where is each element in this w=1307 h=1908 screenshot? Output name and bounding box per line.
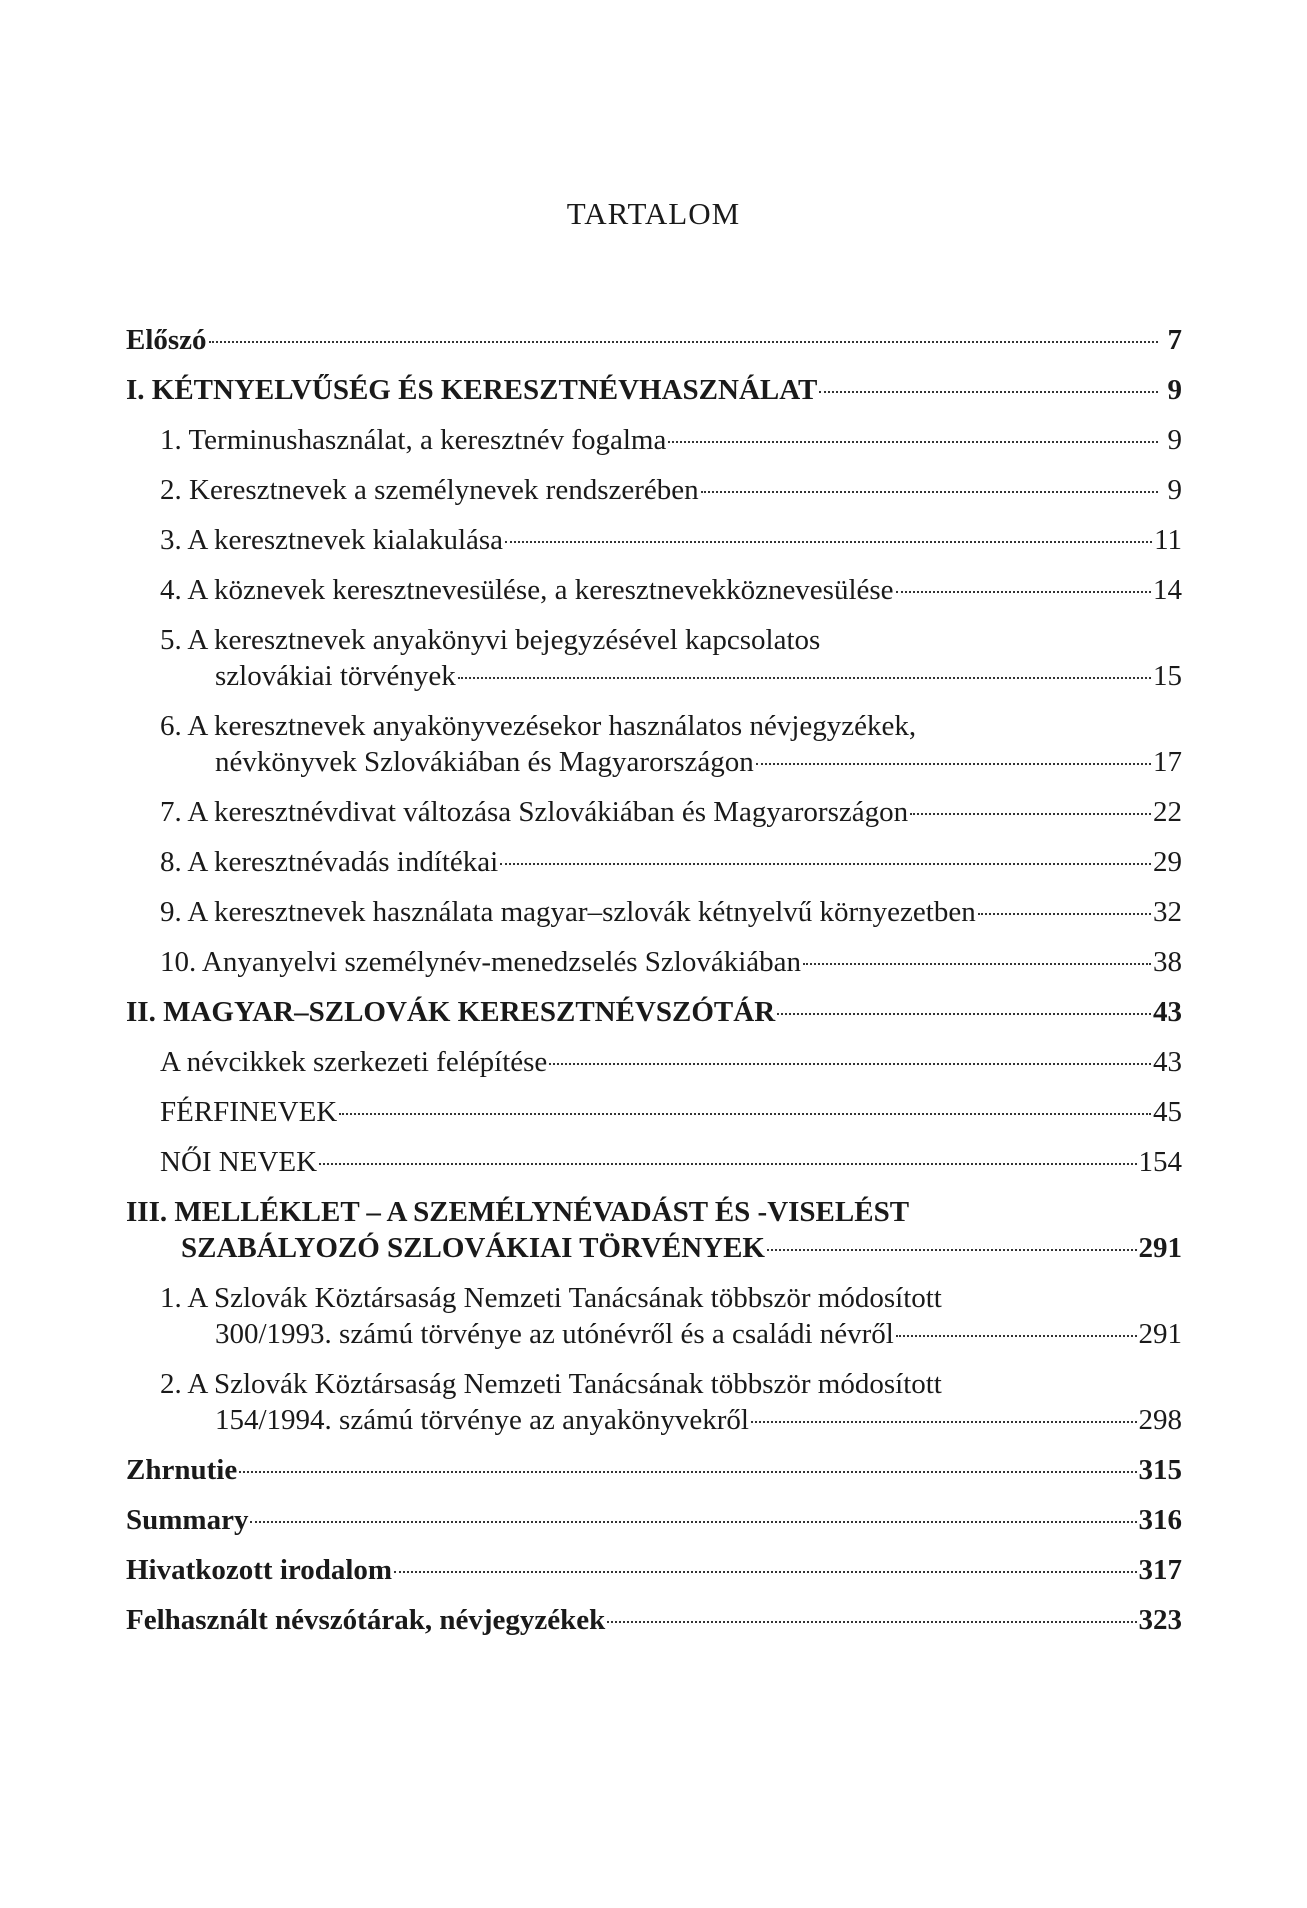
toc-label: 8. A keresztnévadás indítékai <box>160 846 499 878</box>
toc-page-number: 291 <box>1138 1318 1182 1350</box>
toc-page-number: 15 <box>1153 660 1182 692</box>
dot-leader <box>394 1571 1136 1573</box>
toc-entry-2-1[interactable] <box>126 1044 1182 1080</box>
dot-leader <box>607 1621 1136 1623</box>
toc-label: szlovákiai törvények <box>215 660 456 692</box>
toc-page-number: 32 <box>1153 896 1182 928</box>
toc-page-number: 11 <box>1154 524 1182 556</box>
toc-page-number: 315 <box>1138 1454 1182 1486</box>
toc-entry-section-1[interactable] <box>126 372 1182 408</box>
toc-label: 10. Anyanyelvi személynév-menedzselés Szlovákiában <box>160 946 802 978</box>
toc-page-number: 14 <box>1153 574 1182 606</box>
dot-leader <box>896 1335 1137 1337</box>
dot-leader <box>339 1113 1151 1115</box>
dot-leader <box>896 591 1151 593</box>
toc-entry-eloszo[interactable] <box>126 322 1182 358</box>
toc-page-number: 9 <box>1167 474 1182 506</box>
dot-leader <box>767 1249 1137 1251</box>
toc-label: 2. Keresztnevek a személynevek rendszerében <box>160 474 699 506</box>
toc-entry-2-3[interactable] <box>126 1144 1182 1180</box>
toc-entry-1-2[interactable] <box>126 472 1182 508</box>
toc-label-line1: 6. A keresztnevek anyakönyvezésekor használatos névjegyzékek, <box>160 710 917 742</box>
dot-leader <box>239 1471 1136 1473</box>
toc-entry-1-3[interactable] <box>126 522 1182 558</box>
toc-entry-1-8[interactable] <box>126 844 1182 880</box>
toc-page-number: 298 <box>1138 1404 1182 1436</box>
toc-entry-1-7[interactable] <box>126 794 1182 830</box>
toc-label: 1. Terminushasználat, a keresztnév fogalma <box>160 424 667 456</box>
toc-entry-summary[interactable] <box>126 1502 1182 1538</box>
dot-leader <box>777 1013 1151 1015</box>
dot-leader <box>751 1421 1137 1423</box>
toc-label: Felhasznált névszótárak, névjegyzékek <box>126 1604 606 1636</box>
toc-label: I. KÉTNYELVŰSÉG ÉS KERESZTNÉVHASZNÁLAT <box>126 374 818 406</box>
dot-leader <box>250 1521 1136 1523</box>
toc-page-number: 317 <box>1138 1554 1182 1586</box>
dot-leader <box>458 677 1151 679</box>
dot-leader <box>756 763 1151 765</box>
toc-label: NŐI NEVEK <box>160 1146 318 1178</box>
toc-page-number: 43 <box>1153 996 1182 1028</box>
toc-page-number: 323 <box>1138 1604 1182 1636</box>
dot-leader <box>209 341 1158 343</box>
toc-label: Hivatkozott irodalom <box>126 1554 393 1586</box>
toc-label: SZABÁLYOZÓ SZLOVÁKIAI TÖRVÉNYEK <box>181 1232 765 1264</box>
toc-label: 3. A keresztnevek kialakulása <box>160 524 504 556</box>
toc-page-number: 7 <box>1167 324 1182 356</box>
dot-leader <box>910 813 1151 815</box>
toc-label-line1: III. MELLÉKLET – A SZEMÉLYNÉVADÁST ÉS -VISELÉST <box>126 1196 910 1228</box>
toc-entry-1-10[interactable] <box>126 944 1182 980</box>
toc-entry-3-2[interactable] <box>126 1366 1182 1438</box>
dot-leader <box>701 491 1158 493</box>
dot-leader <box>819 391 1158 393</box>
toc-label: FÉRFINEVEK <box>160 1096 338 1128</box>
toc-entry-3-1[interactable] <box>126 1280 1182 1352</box>
toc-entry-1-9[interactable] <box>126 894 1182 930</box>
toc-page-number: 291 <box>1138 1232 1182 1264</box>
page-title: TARTALOM <box>566 196 741 231</box>
toc-entry-1-5[interactable] <box>126 622 1182 694</box>
toc-entry-2-2[interactable] <box>126 1094 1182 1130</box>
toc-label-line1: 2. A Szlovák Köztársaság Nemzeti Tanácsának többször módosított <box>160 1368 942 1400</box>
toc-page-number: 9 <box>1167 374 1182 406</box>
dot-leader <box>505 541 1152 543</box>
toc-page-number: 38 <box>1153 946 1182 978</box>
toc-page-number: 29 <box>1153 846 1182 878</box>
toc-page-number: 45 <box>1153 1096 1182 1128</box>
toc-entry-irodalom[interactable] <box>126 1552 1182 1588</box>
toc-page-number: 43 <box>1153 1046 1182 1078</box>
dot-leader <box>500 863 1151 865</box>
dot-leader <box>668 441 1158 443</box>
toc-entry-section-2[interactable] <box>126 994 1182 1030</box>
toc-entry-zhrnutie[interactable] <box>126 1452 1182 1488</box>
table-of-contents <box>126 322 1182 1652</box>
toc-page-number: 9 <box>1167 424 1182 456</box>
toc-page-number: 17 <box>1153 746 1182 778</box>
dot-leader <box>319 1163 1136 1165</box>
toc-entry-1-1[interactable] <box>126 422 1182 458</box>
toc-label: 4. A köznevek keresztnevesülése, a keresztnevekköznevesülése <box>160 574 894 606</box>
toc-entry-1-6[interactable] <box>126 708 1182 780</box>
toc-entry-nevszotarak[interactable] <box>126 1602 1182 1638</box>
dot-leader <box>803 963 1151 965</box>
toc-label: A névcikkek szerkezeti felépítése <box>160 1046 548 1078</box>
toc-label-line1: 5. A keresztnevek anyakönyvi bejegyzésével kapcsolatos <box>160 624 821 656</box>
toc-label: 9. A keresztnevek használata magyar–szlovák kétnyelvű környezetben <box>160 896 976 928</box>
toc-entry-1-4[interactable] <box>126 572 1182 608</box>
toc-page-number: 316 <box>1138 1504 1182 1536</box>
toc-label: névkönyvek Szlovákiában és Magyarországon <box>215 746 754 778</box>
toc-page-number: 154 <box>1138 1146 1182 1178</box>
toc-label: 7. A keresztnévdivat változása Szlovákiában és Magyarországon <box>160 796 909 828</box>
toc-label: 154/1994. számú törvénye az anyakönyvekről <box>215 1404 749 1436</box>
toc-label: 300/1993. számú törvénye az utónévről és a családi névről <box>215 1318 894 1350</box>
dot-leader <box>549 1063 1151 1065</box>
toc-label-line1: 1. A Szlovák Köztársaság Nemzeti Tanácsának többször módosított <box>160 1282 942 1314</box>
toc-entry-section-3[interactable] <box>126 1194 1182 1266</box>
dot-leader <box>978 913 1151 915</box>
toc-page-number: 22 <box>1153 796 1182 828</box>
toc-label: Előszó <box>126 324 207 356</box>
toc-label: Summary <box>126 1504 249 1536</box>
toc-label: Zhrnutie <box>126 1454 238 1486</box>
toc-label: II. MAGYAR–SZLOVÁK KERESZTNÉVSZÓTÁR <box>126 996 776 1028</box>
